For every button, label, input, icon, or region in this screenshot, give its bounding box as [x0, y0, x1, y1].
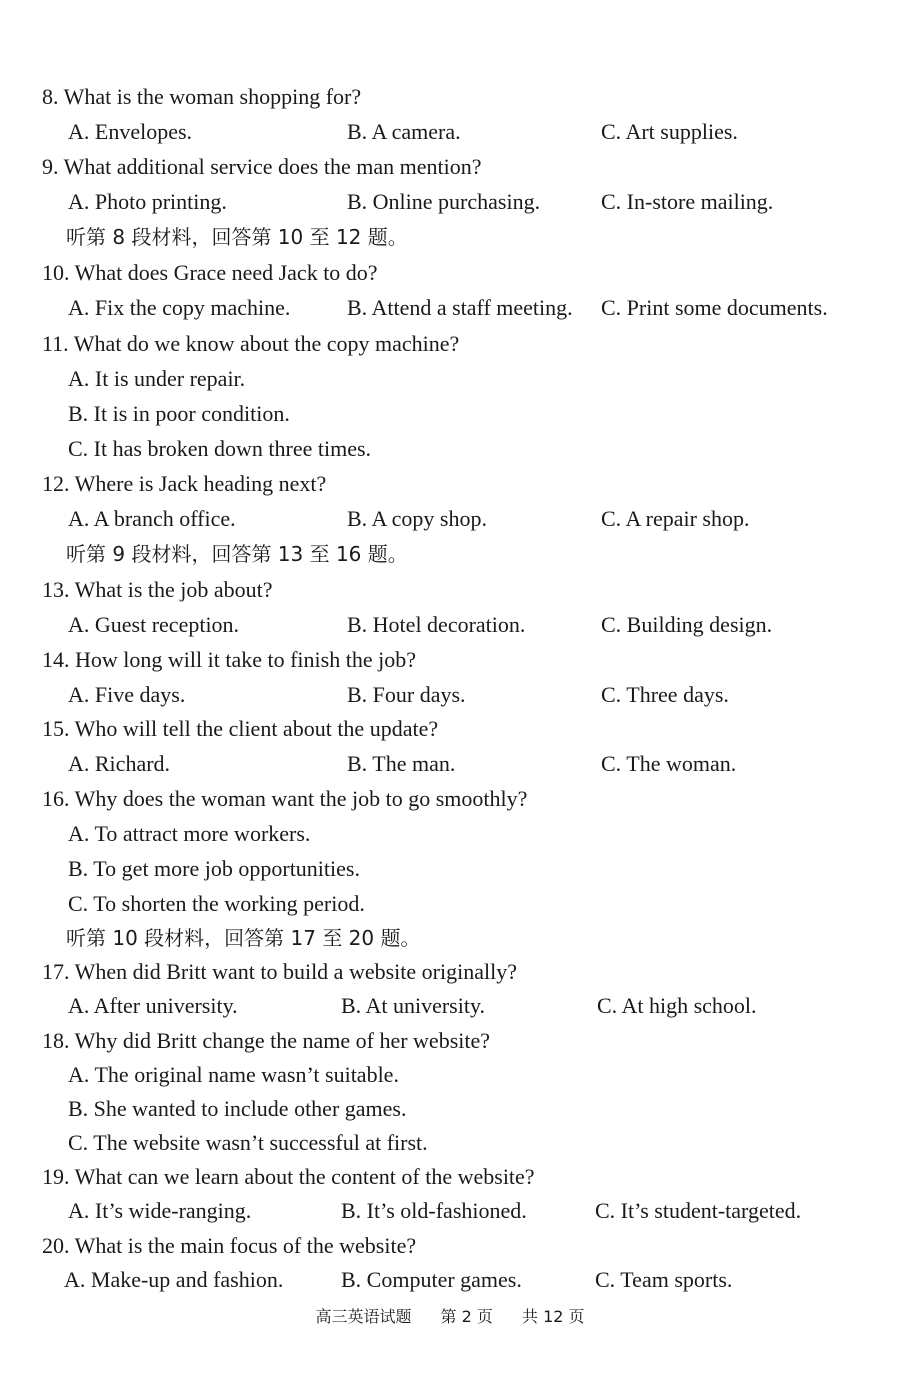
question-14: 14. How long will it take to finish the job?	[42, 647, 416, 672]
question-17: 17. When did Britt want to build a website originally?	[42, 959, 517, 984]
option-9c: C. In-store mailing.	[601, 189, 774, 214]
question-18: 18. Why did Britt change the name of her website?	[42, 1028, 491, 1053]
option-16c: C. To shorten the working period.	[68, 891, 365, 916]
question-10: 10. What does Grace need Jack to do?	[42, 260, 378, 285]
option-10c: C. Print some documents.	[601, 295, 828, 320]
section-heading-10: 听第 10 段材料，回答第 17 至 20 题。	[66, 926, 421, 950]
option-15c: C. The woman.	[601, 751, 737, 776]
question-12: 12. Where is Jack heading next?	[42, 471, 327, 496]
option-20c: C. Team sports.	[595, 1267, 733, 1292]
option-8b: B. A camera.	[347, 119, 461, 144]
option-10b: B. Attend a staff meeting.	[347, 295, 573, 320]
option-9b: B. Online purchasing.	[347, 189, 541, 214]
page-footer	[0, 1304, 900, 1327]
option-19b: B. It’s old-fashioned.	[341, 1198, 527, 1223]
option-16b: B. To get more job opportunities.	[68, 856, 360, 881]
option-15b: B. The man.	[347, 751, 456, 776]
question-13: 13. What is the job about?	[42, 577, 273, 602]
option-20a: A. Make-up and fashion.	[64, 1267, 284, 1292]
section-heading-8: 听第 8 段材料，回答第 10 至 12 题。	[66, 225, 408, 249]
option-18a: A. The original name wasn’t suitable.	[68, 1062, 399, 1087]
option-9a: A. Photo printing.	[68, 189, 227, 214]
option-11b: B. It is in poor condition.	[68, 401, 290, 426]
footer-total-pages: 共 12 页	[522, 1307, 585, 1326]
question-11: 11. What do we know about the copy machine?	[42, 331, 460, 356]
option-8a: A. Envelopes.	[68, 119, 193, 144]
option-14b: B. Four days.	[347, 682, 466, 707]
option-12b: B. A copy shop.	[347, 506, 487, 531]
question-20: 20. What is the main focus of the website?	[42, 1233, 417, 1258]
option-17a: A. After university.	[68, 993, 238, 1018]
option-13a: A. Guest reception.	[68, 612, 240, 637]
question-15: 15. Who will tell the client about the update?	[42, 716, 439, 741]
option-18b: B. She wanted to include other games.	[68, 1096, 407, 1121]
question-8: 8. What is the woman shopping for?	[42, 84, 362, 109]
option-17b: B. At university.	[341, 993, 486, 1018]
option-13b: B. Hotel decoration.	[347, 612, 526, 637]
question-19: 19. What can we learn about the content of the website?	[42, 1164, 535, 1189]
option-11c: C. It has broken down three times.	[68, 436, 372, 461]
option-14a: A. Five days.	[68, 682, 186, 707]
option-15a: A. Richard.	[68, 751, 171, 776]
section-heading-9: 听第 9 段材料，回答第 13 至 16 题。	[66, 542, 408, 566]
option-11a: A. It is under repair.	[68, 366, 246, 391]
footer-subject: 高三英语试题	[315, 1307, 412, 1326]
option-17c: C. At high school.	[597, 993, 757, 1018]
option-19a: A. It’s wide-ranging.	[68, 1198, 252, 1223]
footer-page-number: 第 2 页	[440, 1307, 493, 1326]
question-16: 16. Why does the woman want the job to go smoothly?	[42, 786, 528, 811]
option-20b: B. Computer games.	[341, 1267, 522, 1292]
option-13c: C. Building design.	[601, 612, 773, 637]
option-12a: A. A branch office.	[68, 506, 236, 531]
option-8c: C. Art supplies.	[601, 119, 738, 144]
option-18c: C. The website wasn’t successful at first.	[68, 1130, 428, 1155]
option-12c: C. A repair shop.	[601, 506, 750, 531]
option-16a: A. To attract more workers.	[68, 821, 311, 846]
option-10a: A. Fix the copy machine.	[68, 295, 291, 320]
option-19c: C. It’s student-targeted.	[595, 1198, 802, 1223]
question-9: 9. What additional service does the man mention?	[42, 154, 482, 179]
option-14c: C. Three days.	[601, 682, 729, 707]
